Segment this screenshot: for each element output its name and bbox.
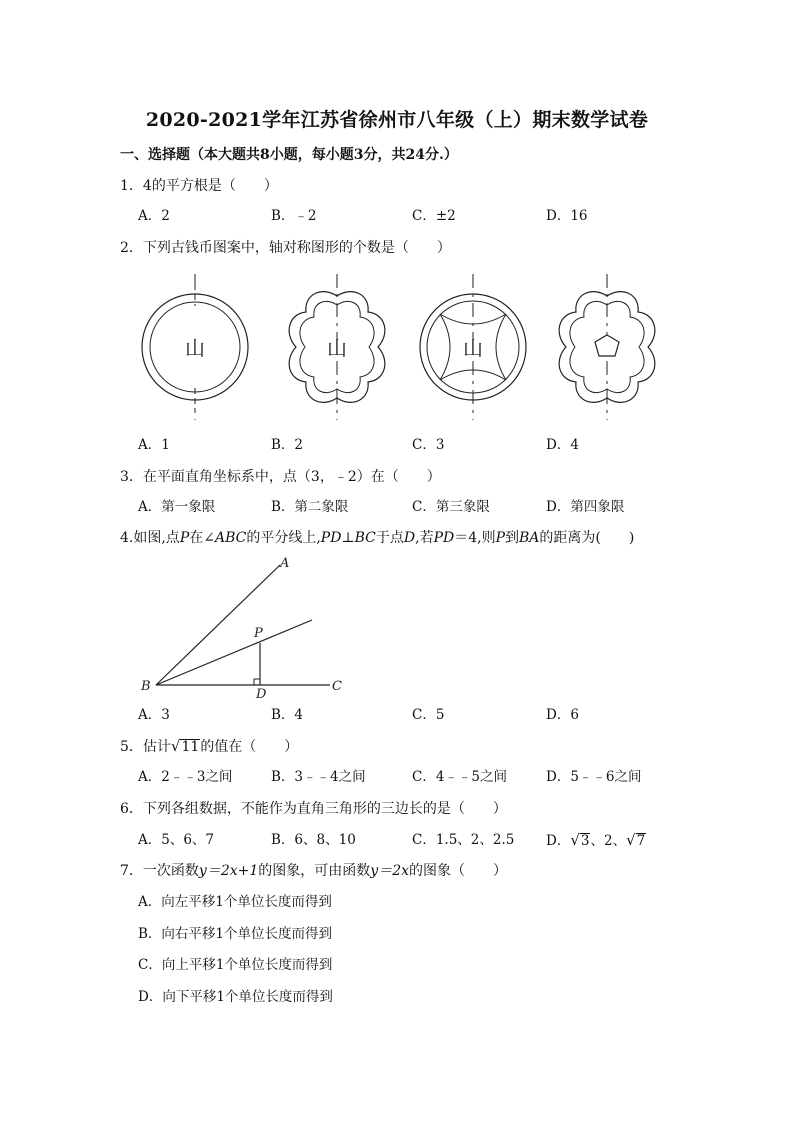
label-p: P xyxy=(254,626,263,641)
question-2-options xyxy=(138,435,698,455)
coin-glyph: 山 xyxy=(463,336,483,360)
option-c[interactable]: C．5 xyxy=(412,707,445,723)
option-a[interactable]: A．2 xyxy=(138,208,170,224)
ray-ba xyxy=(156,565,280,685)
option-c[interactable]: C．±2 xyxy=(412,208,456,224)
question-4-stem: 4.如图,点P在∠ABC的平分线上,PD⊥BC于点D,若PD＝4,则P到BA的距离为( ) xyxy=(120,530,635,546)
section-heading: 一、选择题（本大题共8小题，每小题3分，共24分.） xyxy=(120,147,458,163)
option-b[interactable]: B．第二象限 xyxy=(271,499,349,515)
option-b[interactable]: B．3﹣﹣4之间 xyxy=(271,769,366,785)
right-angle-mark xyxy=(254,679,260,685)
coin-glyph: 山 xyxy=(327,336,347,360)
coin-figure-1 xyxy=(140,272,250,422)
question-7-stem: 7．一次函数y＝2x+1的图象，可由函数y＝2x的图象（ ） xyxy=(120,863,507,879)
option-d[interactable]: D．4 xyxy=(546,437,579,453)
option-a[interactable]: A．向左平移1个单位长度而得到 xyxy=(138,894,332,910)
sqrt-icon: √ xyxy=(570,831,580,849)
option-d[interactable]: D．6 xyxy=(546,707,579,723)
option-a[interactable]: A．5、6、7 xyxy=(138,832,215,848)
coin-figure-2 xyxy=(282,272,392,422)
question-3-options xyxy=(138,497,698,517)
option-a[interactable]: A．2﹣﹣3之间 xyxy=(138,769,233,785)
question-1-stem: 1．4的平方根是（ ） xyxy=(120,178,278,194)
option-b[interactable]: B．﹣2 xyxy=(271,208,317,224)
question-1-options xyxy=(138,206,698,226)
bisector-bp xyxy=(156,620,312,685)
option-b[interactable]: B．4 xyxy=(271,707,304,723)
page-title: 2020-2021学年江苏省徐州市八年级（上）期末数学试卷 xyxy=(145,109,649,131)
coin-figure-3 xyxy=(418,272,528,422)
coin-glyph: 山 xyxy=(185,336,205,360)
option-a[interactable]: A．1 xyxy=(138,437,170,453)
option-c[interactable]: C．4﹣﹣5之间 xyxy=(412,769,508,785)
question-4-options xyxy=(138,705,698,725)
label-b: B xyxy=(141,679,151,694)
option-c[interactable]: C．第三象限 xyxy=(412,499,490,515)
label-d: D xyxy=(256,687,267,702)
option-d[interactable]: D．16 xyxy=(546,208,588,224)
question-2-stem: 2．下列古钱币图案中，轴对称图形的个数是（ ） xyxy=(120,240,451,256)
sqrt-icon: √ xyxy=(170,737,181,755)
option-d[interactable]: D．第四象限 xyxy=(546,499,625,515)
label-c: C xyxy=(332,679,342,694)
question-6-stem: 6．下列各组数据，不能作为直角三角形的三边长的是（ ） xyxy=(120,801,507,817)
label-a: A xyxy=(280,556,290,571)
option-d[interactable]: D．向下平移1个单位长度而得到 xyxy=(138,989,333,1005)
question-5-stem: 5．估计√11的值在（ ） xyxy=(120,737,299,755)
option-a[interactable]: A．第一象限 xyxy=(138,499,216,515)
option-c[interactable]: C．1.5、2、2.5 xyxy=(412,832,515,848)
option-b[interactable]: B．向右平移1个单位长度而得到 xyxy=(138,926,333,942)
option-d[interactable]: D．5﹣﹣6之间 xyxy=(546,769,642,785)
radicand: 11 xyxy=(181,739,200,755)
coin-figure-4 xyxy=(552,272,662,422)
option-b[interactable]: B．6、8、10 xyxy=(271,832,356,848)
option-c[interactable]: C．3 xyxy=(412,437,445,453)
option-a[interactable]: A．3 xyxy=(138,707,170,723)
question-5-options xyxy=(138,767,698,787)
option-b[interactable]: B．2 xyxy=(271,437,304,453)
angle-bisector-figure xyxy=(138,555,358,700)
question-6-options xyxy=(138,830,698,850)
question-3-stem: 3．在平面直角坐标系中，点（3，﹣2）在（ ） xyxy=(120,469,441,485)
option-c[interactable]: C．向上平移1个单位长度而得到 xyxy=(138,957,333,973)
option-d[interactable]: D．√3、2、√7 xyxy=(546,831,646,849)
sqrt-icon: √ xyxy=(626,831,636,849)
